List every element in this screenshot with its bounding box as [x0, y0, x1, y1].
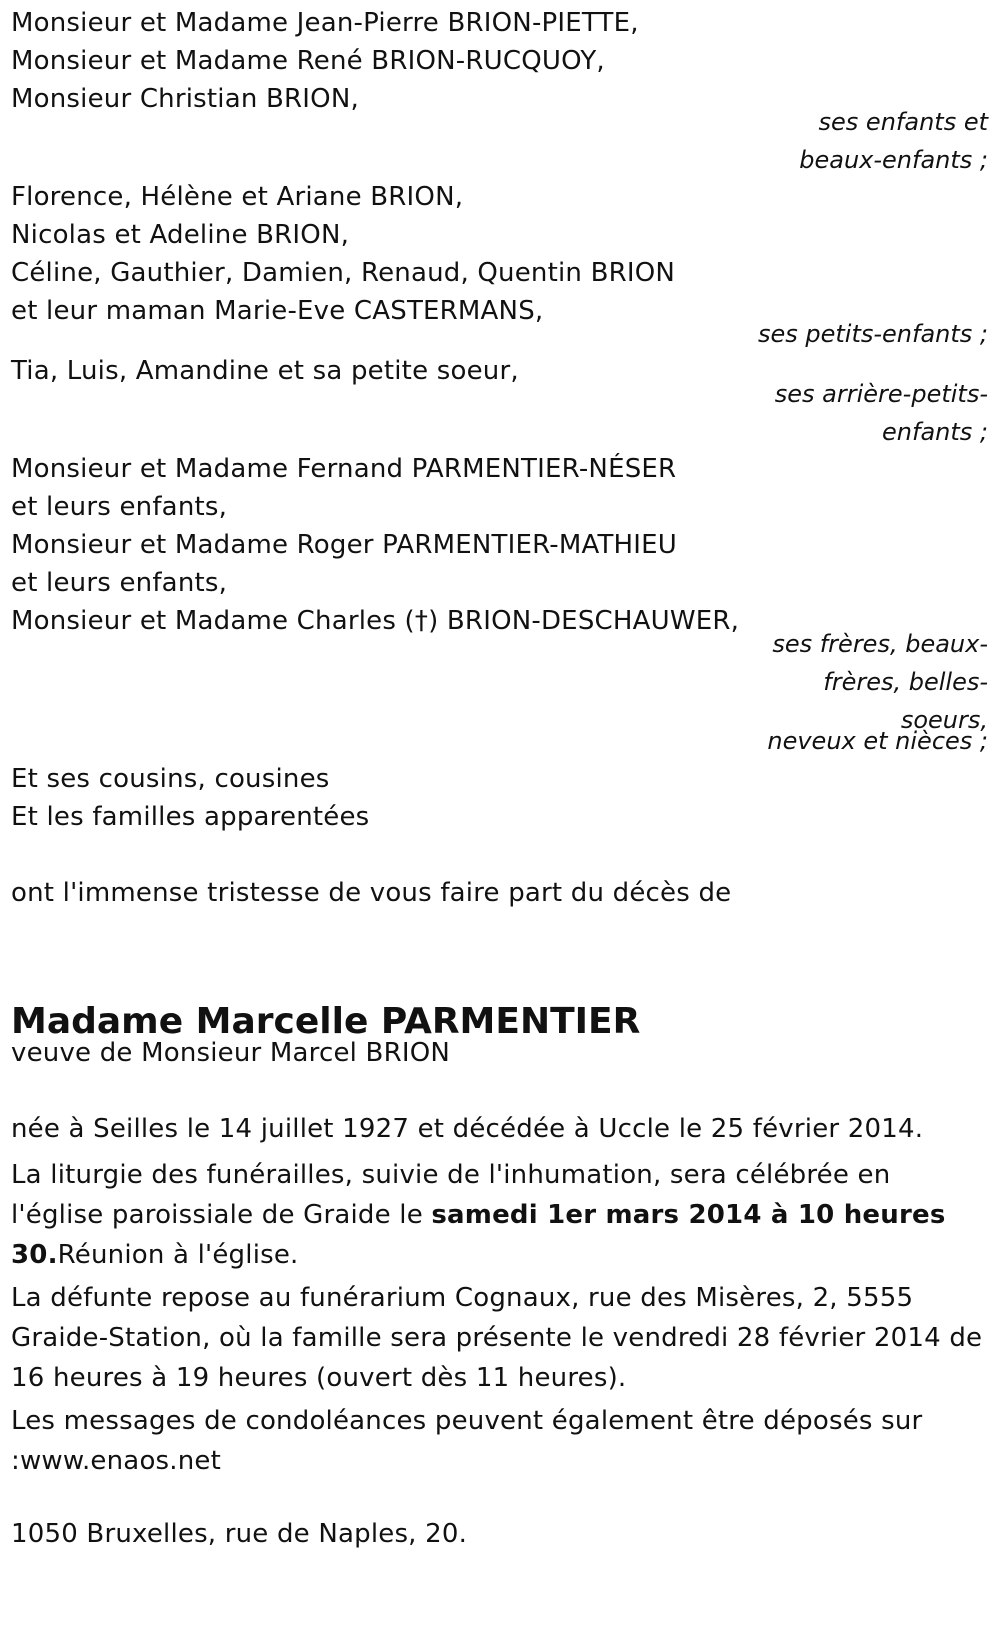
grandchildren-line-1: Florence, Hélène et Ariane BRION, [11, 182, 464, 212]
funeral-text-after: Réunion à l'église. [57, 1240, 299, 1270]
funeral-paragraph [11, 1155, 991, 1275]
siblings-line-5: Monsieur et Madame Charles (†) BRION-DESCHAUWER, [11, 606, 740, 636]
siblings-line-1: Monsieur et Madame Fernand PARMENTIER-NÉSER [11, 454, 677, 484]
grandchildren-role: ses petits-enfants ; [757, 320, 988, 348]
siblings-role-line-2: frères, belles- [823, 668, 988, 696]
children-line-1: Monsieur et Madame Jean-Pierre BRION-PIETTE, [11, 8, 639, 38]
birth-death: née à Seilles le 14 juillet 1927 et décédée à Uccle le 25 février 2014. [11, 1114, 924, 1144]
relatives-line-2: Et les familles apparentées [11, 802, 370, 832]
siblings-line-3: Monsieur et Madame Roger PARMENTIER-MATHIEU [11, 530, 678, 560]
great-grandchildren-role-line-2: enfants ; [882, 418, 988, 446]
grandchildren-line-4: et leur maman Marie-Eve CASTERMANS, [11, 296, 544, 326]
announcement: ont l'immense tristesse de vous faire part du décès de [11, 878, 732, 908]
funeral-text-before: La liturgie des funérailles, suivie de l'inhumation, sera célébrée en l'église paroissiale de Graide le [11, 1160, 891, 1230]
siblings-role-line-4: neveux et nièces ; [767, 727, 988, 755]
siblings-role-line-1: ses frères, beaux- [772, 630, 988, 658]
condolences-paragraph: Les messages de condoléances peuvent également être déposés sur :www.enaos.net [11, 1406, 923, 1476]
children-line-3: Monsieur Christian BRION, [11, 84, 359, 114]
children-line-2: Monsieur et Madame René BRION-RUCQUOY, [11, 46, 605, 76]
grandchildren-line-3: Céline, Gauthier, Damien, Renaud, Quentin BRION [11, 258, 676, 288]
siblings-line-4: et leurs enfants, [11, 568, 228, 598]
great-grandchildren-line: Tia, Luis, Amandine et sa petite soeur, [11, 356, 519, 386]
children-role-line-2: beaux-enfants ; [799, 146, 988, 174]
great-grandchildren-role-line-1: ses arrière-petits- [774, 380, 988, 408]
widow-of: veuve de Monsieur Marcel BRION [11, 1038, 451, 1068]
address: 1050 Bruxelles, rue de Naples, 20. [11, 1519, 468, 1549]
relatives-line-1: Et ses cousins, cousines [11, 764, 330, 794]
grandchildren-line-2: Nicolas et Adeline BRION, [11, 220, 350, 250]
children-role-line-1: ses enfants et [818, 108, 988, 136]
funeral-date-time: samedi 1er mars 2014 à 10 heures 30. [11, 1200, 946, 1270]
siblings-line-2: et leurs enfants, [11, 492, 228, 522]
deceased-name: Madame Marcelle PARMENTIER [11, 1001, 641, 1042]
repose-paragraph: La défunte repose au funérarium Cognaux, rue des Misères, 2, 5555 Graide-Station, où la famille sera présente le vendredi 28 février 2014 de 16 heures à 19 heures (ouvert dès 11 heures). [11, 1283, 983, 1393]
siblings-role-line-3: soeurs, [900, 706, 988, 734]
